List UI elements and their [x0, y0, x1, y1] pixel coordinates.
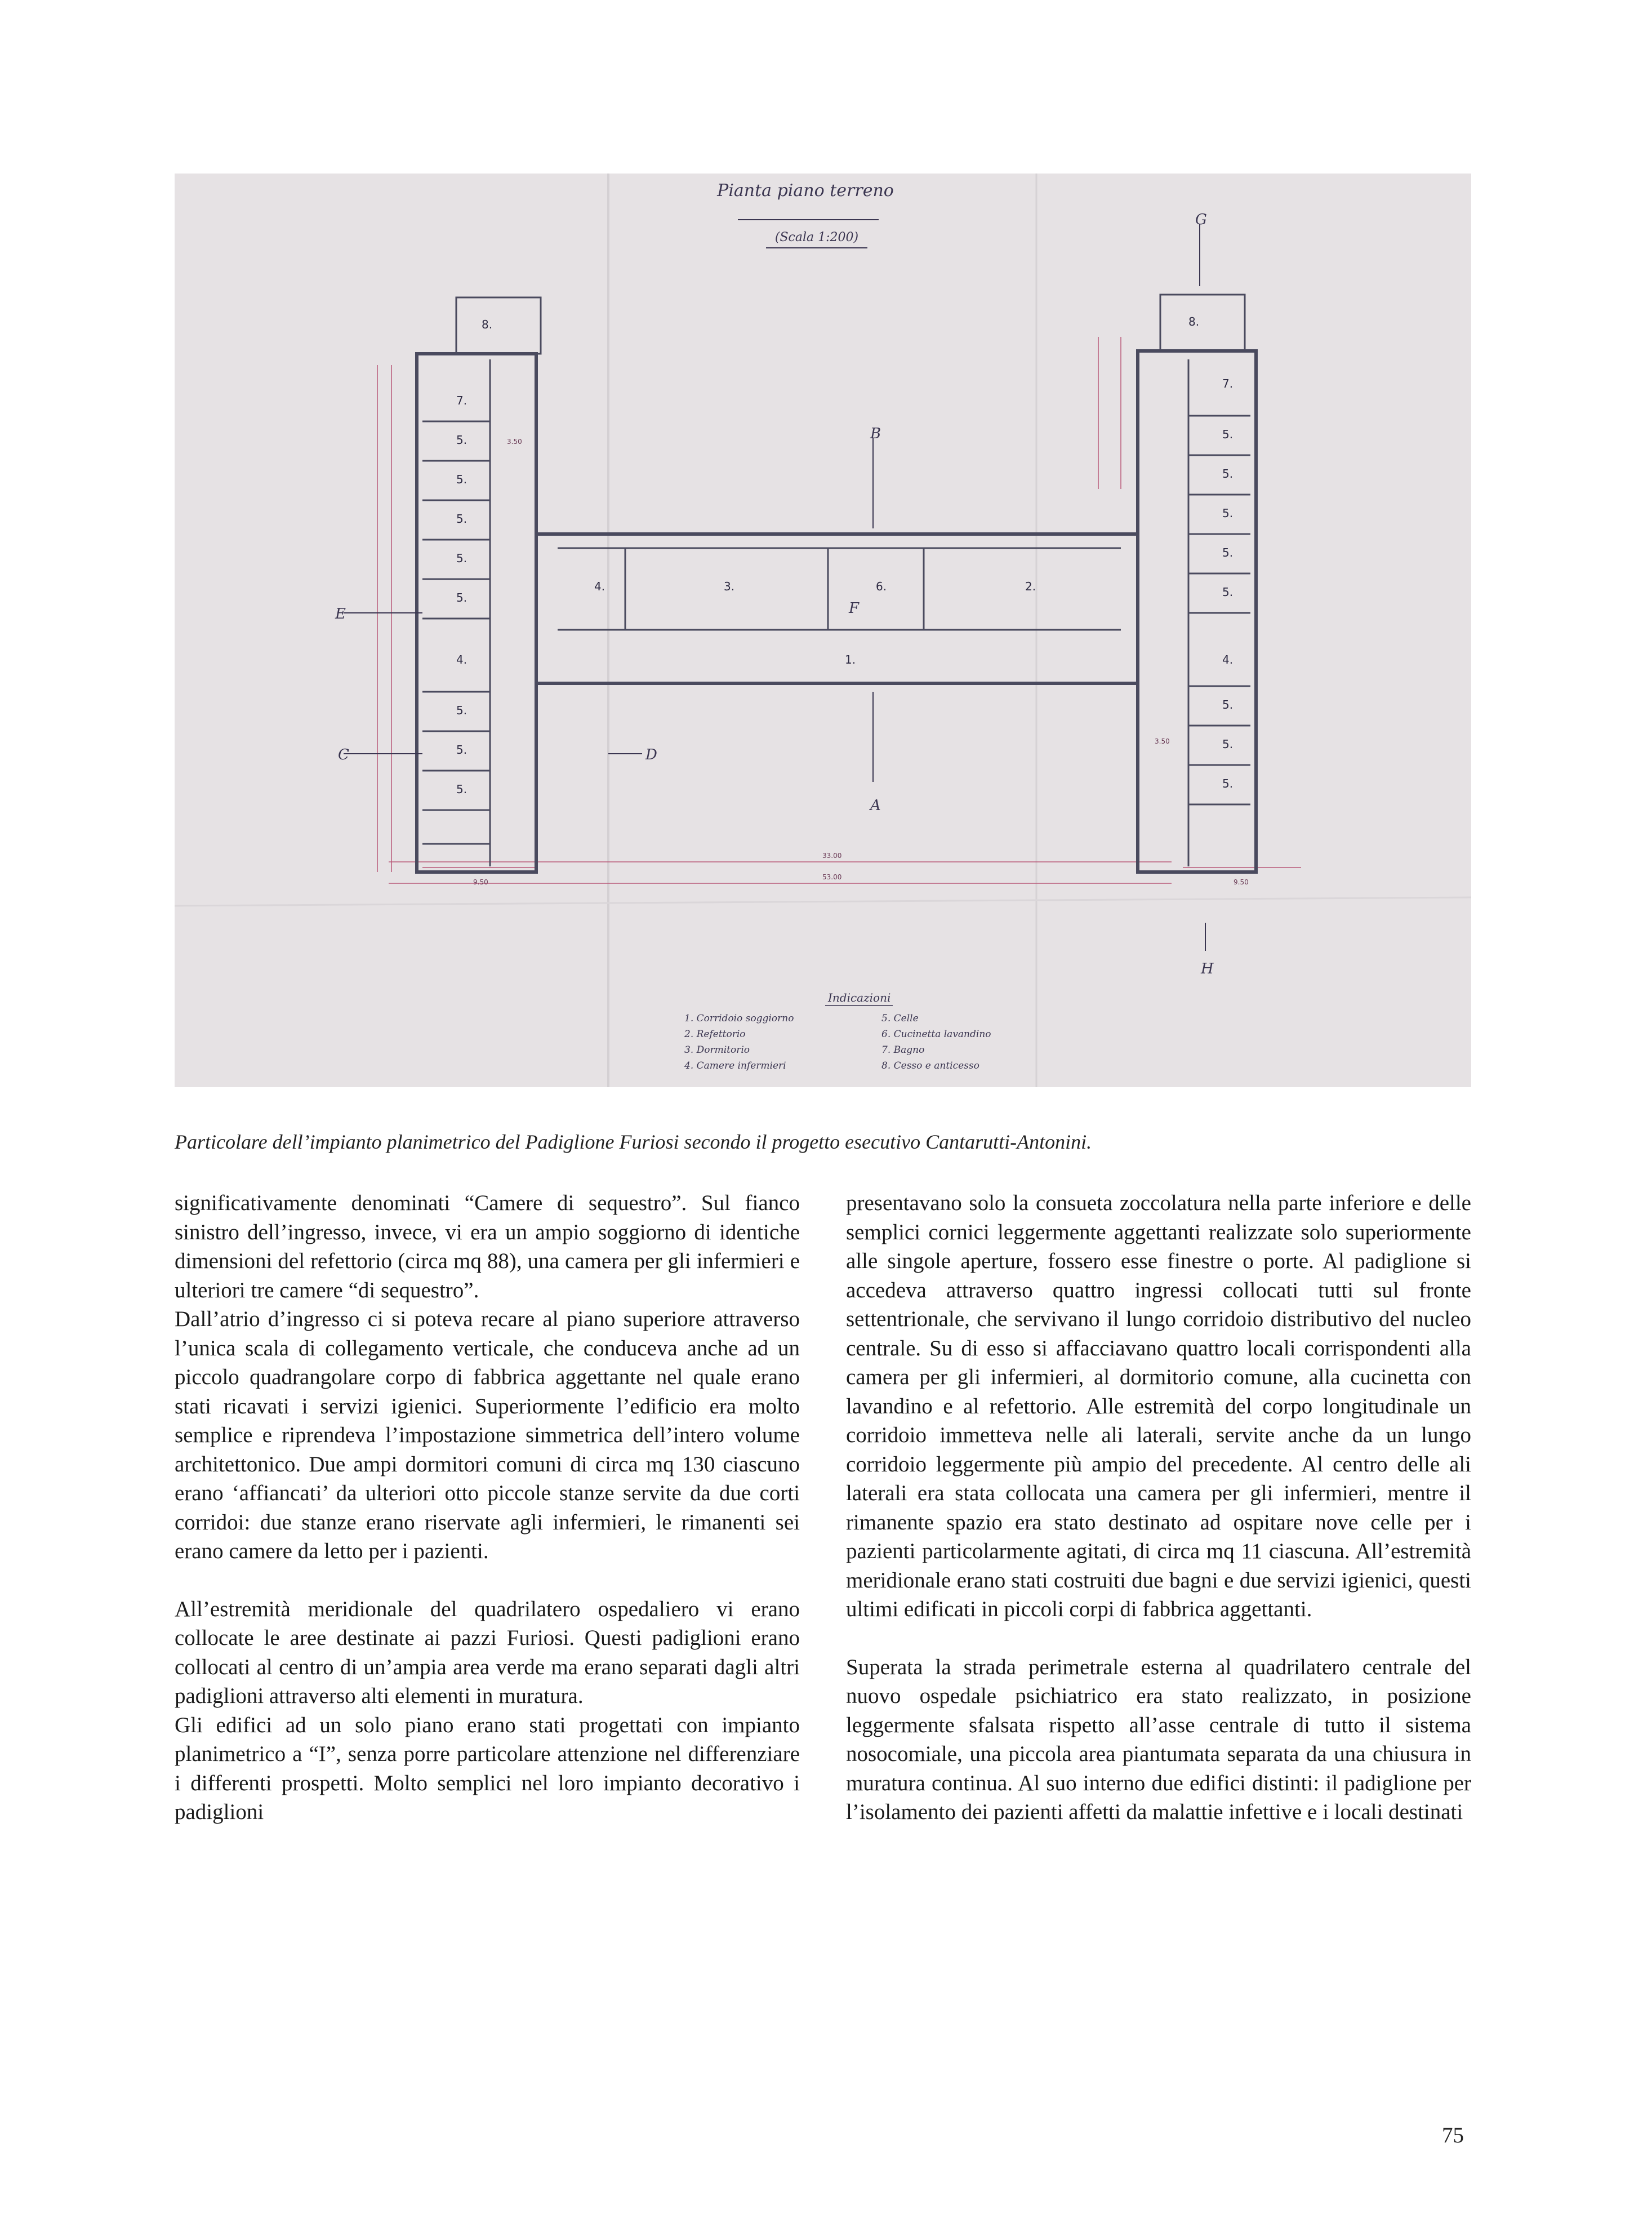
- dim-corridor-right: 3.50: [1155, 737, 1170, 745]
- svg-text:5.: 5.: [456, 782, 467, 796]
- svg-text:5.: 5.: [456, 743, 467, 757]
- plan-legend: [684, 991, 991, 1071]
- paragraph: Superata la strada perimetrale esterna al quadrilatero centrale del nuovo ospedale psichiatrico era stato realizzato, in posizione leggermente sfalsata rispetto all’asse centrale di tutto il sistema nosocomiale, una piccola area piantumata separata da una chiusura in muratura continua. Al suo interno due edifici distinti: il padiglione per l’isolamento dei pazienti affetti da malattie infettive e i locali destinati: [846, 1654, 1471, 1824]
- svg-text:B: B: [870, 425, 881, 442]
- svg-text:4.: 4.: [456, 653, 467, 666]
- svg-text:3.: 3.: [724, 580, 735, 593]
- svg-text:5.: 5.: [456, 551, 467, 565]
- paragraph: Gli edifici ad un solo piano erano stati progettati con impianto planimetrico a “I”, senza porre particolare attenzione nel differenziare i differenti prospetti. Molto semplici nel loro impianto decorativo i padiglioni: [175, 1713, 800, 1824]
- right-annex: [1160, 295, 1245, 351]
- svg-text:7.: 7.: [456, 394, 467, 407]
- svg-text:1. Corridoio soggiorno: 1. Corridoio soggiorno: [684, 1013, 794, 1024]
- floor-plan-figure: [175, 174, 1471, 1087]
- dim-wing-left: 9.50: [473, 878, 488, 886]
- svg-text:8. Cesso e anticesso: 8. Cesso e anticesso: [881, 1060, 979, 1071]
- svg-text:8.: 8.: [1188, 315, 1200, 328]
- building-walls: [417, 351, 1256, 872]
- svg-text:5.: 5.: [1222, 506, 1234, 520]
- svg-text:5.: 5.: [1222, 737, 1234, 751]
- svg-text:5.: 5.: [1222, 546, 1234, 559]
- paragraph: presentavano solo la consueta zoccolatura nella parte inferiore e delle semplici cornici leggermente aggettanti realizzate solo superiormente alle singole aperture, fossero esse finestre o porte. Al padiglione si accedeva attraverso quattro ingressi collocati tutti sul fronte settentrionale, che servivano il lungo corridoio distributivo del nucleo centrale. Su di esso si affacciavano quattro locali corrispondenti alla camera per gli infermieri, al dormitorio comune, alla cucinetta con lavandino e al refettorio. Alle estremità del corpo longitudinale un corridoio immetteva nelle ali laterali, servite anche da un lungo corridoio leggermente più ampio del precedente. Al centro delle ali laterali era stata collocata una camera per gli infermieri, mentre il rimanente spazio era stato destinato ad ospitare nove celle per i pazienti particolarmente agitati, di circa mq 11 ciascuna. All’estremità meridionale erano stati costruiti due bagni e due servizi igienici, questi ultimi edificati in piccoli corpi di fabbrica aggettanti.: [846, 1191, 1471, 1621]
- svg-text:7.: 7.: [1222, 377, 1234, 390]
- svg-text:D: D: [645, 746, 657, 763]
- svg-text:5.: 5.: [456, 512, 467, 526]
- right-wing-cells: [1188, 416, 1250, 804]
- floor-plan-drawing: [175, 174, 1471, 1087]
- dim-total: 53.00: [822, 873, 842, 881]
- svg-text:4. Camere infermieri: 4. Camere infermieri: [684, 1060, 786, 1071]
- svg-text:5.: 5.: [456, 591, 467, 604]
- svg-text:6. Cucinetta lavandino: 6. Cucinetta lavandino: [881, 1029, 991, 1040]
- svg-text:2.: 2.: [1025, 580, 1036, 593]
- dim-wing-right: 9.50: [1234, 878, 1249, 886]
- svg-text:1.: 1.: [845, 653, 856, 666]
- text-column-right: [846, 1189, 1471, 1827]
- svg-text:8.: 8.: [482, 318, 493, 331]
- svg-text:7. Bagno: 7. Bagno: [881, 1044, 925, 1056]
- svg-text:6.: 6.: [876, 580, 887, 593]
- svg-text:5.: 5.: [456, 473, 467, 486]
- legend-title: Indicazioni: [828, 991, 891, 1004]
- svg-text:3. Dormitorio: 3. Dormitorio: [684, 1044, 750, 1056]
- svg-text:G: G: [1195, 211, 1207, 228]
- svg-text:H: H: [1201, 960, 1214, 977]
- svg-text:5. Celle: 5. Celle: [881, 1013, 919, 1024]
- svg-text:5.: 5.: [456, 704, 467, 717]
- text-column-left: [175, 1189, 800, 1827]
- paragraph: Dall’atrio d’ingresso ci si poteva recare al piano superiore attraverso l’unica scala di collegamento verticale, che conduceva anche ad un piccolo quadrangolare corpo di fabbrica aggettante nel quale erano stati ricavati i servizi igienici. Superiormente l’edificio era molto semplice e riprendeva l’impostazione simmetrica dell’intero volume architettonico. Due ampi dormitori comuni di circa mq 130 ciascuno erano ‘affiancati’ da ulteriori otto piccole stanze servite da due corti corridoi: due stanze erano riservate agli infermieri, le rimanenti sei erano camere da letto per i pazienti.: [175, 1307, 800, 1563]
- dim-corridor-left: 3.50: [507, 438, 522, 446]
- svg-text:5.: 5.: [1222, 467, 1234, 481]
- svg-text:4.: 4.: [1222, 653, 1234, 666]
- svg-text:A: A: [870, 797, 881, 814]
- plan-scale: (Scala 1:200): [774, 230, 859, 244]
- svg-text:5.: 5.: [1222, 585, 1234, 599]
- left-annex: [456, 297, 541, 354]
- svg-text:5.: 5.: [1222, 698, 1234, 711]
- svg-text:2. Refettorio: 2. Refettorio: [684, 1029, 746, 1040]
- page-number: 75: [1442, 2123, 1464, 2147]
- plan-title: Pianta piano terreno: [717, 181, 894, 201]
- svg-text:5.: 5.: [456, 433, 467, 447]
- svg-text:4.: 4.: [594, 580, 605, 593]
- svg-text:E: E: [335, 606, 346, 622]
- dim-center: 33.00: [822, 852, 842, 860]
- svg-text:F: F: [849, 600, 860, 617]
- figure-caption: Particolare dell’impianto planimetrico del Padiglione Furiosi secondo il progetto esecutivo Cantarutti-Antonini.: [175, 1131, 1092, 1153]
- paragraph: significativamente denominati “Camere di sequestro”. Sul fianco sinistro dell’ingresso, invece, vi era un ampio soggiorno di identiche dimensioni del refettorio (circa mq 88), una camera per gli infermieri e ulteriori tre camere “di sequestro”.: [175, 1191, 800, 1302]
- paragraph: All’estremità meridionale del quadrilatero ospedaliero vi erano collocate le aree destinate ai pazzi Furiosi. Questi padiglioni erano collocati al centro di un’ampia area verde ma erano separati dagli altri padiglioni attraverso alti elementi in muratura.: [175, 1596, 800, 1708]
- svg-text:5.: 5.: [1222, 428, 1234, 441]
- svg-text:C: C: [338, 746, 349, 763]
- svg-text:5.: 5.: [1222, 777, 1234, 790]
- dimension-lines: [377, 337, 1301, 883]
